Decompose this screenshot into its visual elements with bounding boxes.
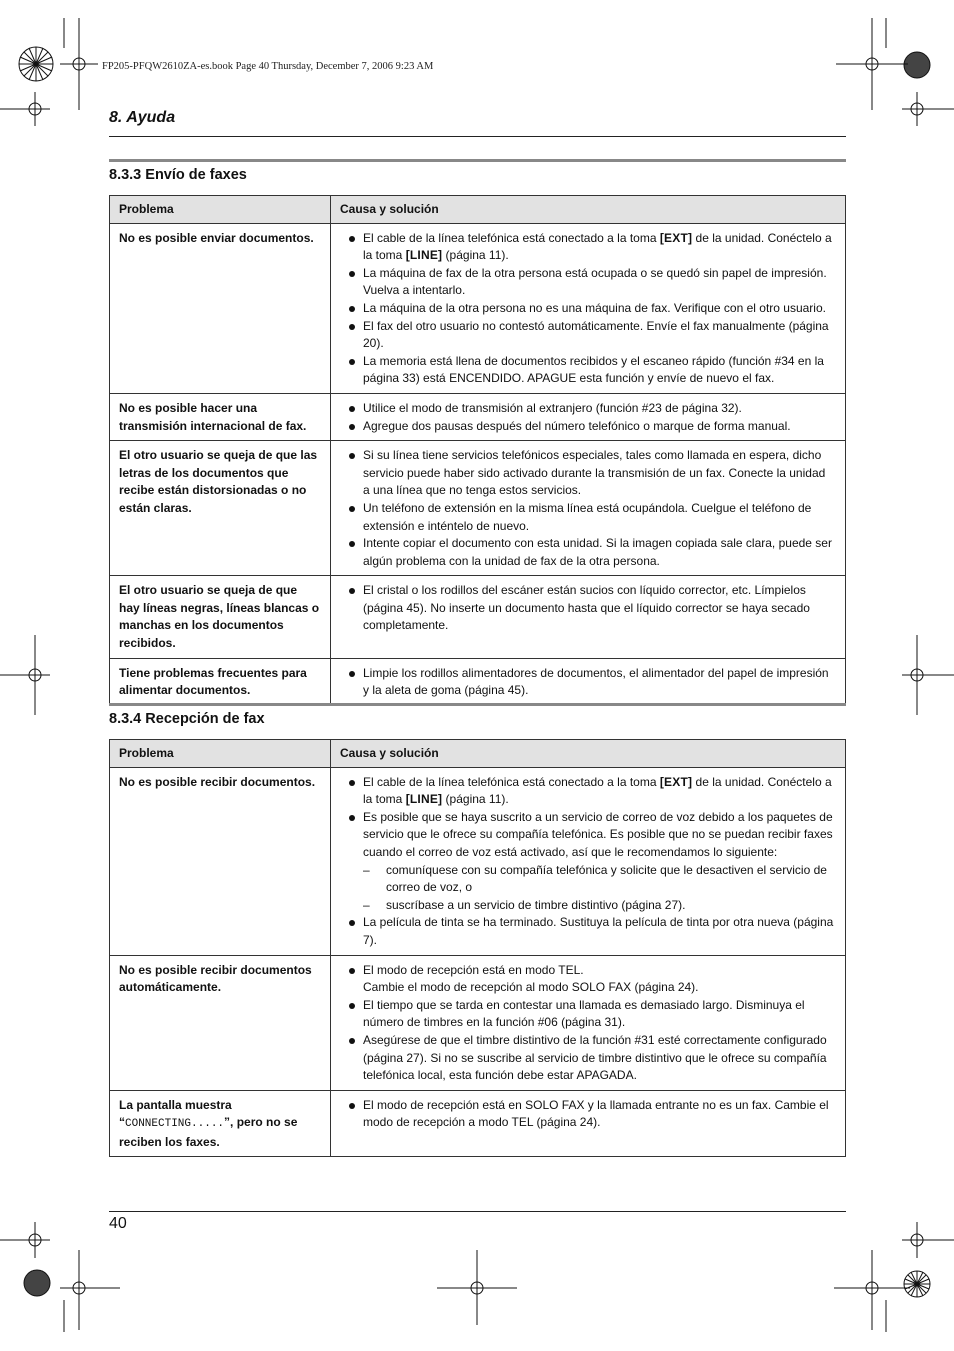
registration-starburst-icon — [904, 1271, 930, 1297]
crosshair-icon — [836, 18, 908, 110]
crosshair-icon — [902, 635, 954, 715]
line-key-label: [LINE] — [405, 248, 443, 263]
table-row — [110, 955, 846, 1090]
registration-dot-icon — [24, 1270, 50, 1296]
sub-list-item: – comuníquese con su compañía telefónica y solicite que le desactiven el servicio de correo de voz, o — [363, 862, 835, 897]
solution-cell — [331, 1090, 846, 1157]
list-item: Si su línea tiene servicios telefónicos especiales, tales como llamada en espera, dicho servicio puede haber sido activado durante la transmisión de un fax. Conecte la unidad a una línea que no tenga estos servicios. — [341, 447, 835, 500]
problem-cell: El otro usuario se queja de que las letras de los documentos que recibe están distorsionadas o no están claras. — [110, 441, 331, 576]
list-item: La máquina de la otra persona no es una máquina de fax. Verifique con el otro usuario. — [341, 300, 835, 318]
list-item: El fax del otro usuario no contestó automáticamente. Envíe el fax manualmente (página 20). — [341, 318, 835, 353]
list-item: El cristal o los rodillos del escáner están sucios con líquido corrector, etc. Límpielos (página 45). No inserte un documento hasta que el líquido corrector se haya secado completamente. — [341, 582, 835, 635]
solution-cell — [331, 767, 846, 955]
list-item: Intente copiar el documento con esta unidad. Si la imagen copiada sale clara, puede ser algún problema con la unidad de fax de la otra persona. — [341, 535, 835, 570]
section-bar — [109, 703, 846, 706]
table-row — [110, 576, 846, 658]
list-item: El cable de la línea telefónica está conectado a la toma [EXT] de la unidad. Conéctelo a la toma [LINE] (página 11). — [341, 774, 835, 809]
ext-key-label: [EXT] — [659, 774, 693, 789]
list-item: Asegúrese de que el timbre distintivo de la función #31 esté correctamente configurado (página 27). Si no se suscribe al servicio de timbre distintivo que le ofrece su compañía telefónica local, esta función debe estar APAGADA. — [341, 1032, 835, 1085]
table-row — [110, 441, 846, 576]
solution-cell — [331, 576, 846, 658]
list-item: El modo de recepción está en SOLO FAX y la llamada entrante no es un fax. Cambie el modo de recepción a modo TEL (página 24). — [341, 1097, 835, 1132]
list-item: Es posible que se haya suscrito a un servicio de correo de voz debido a los paquetes de servicio que le ofrece su compañía telefónica. Es posible que no se puedan recibir faxes cuando el correo de voz está activado, así que le recomendamos lo siguiente: – comuníquese con su compañía telefónica y solicite que le desactiven el servicio de correo de voz, o – suscríbase a un servicio de timbre distintivo (página 27). — [341, 809, 835, 915]
problem-cell: No es posible enviar documentos. — [110, 223, 331, 393]
list-item: La memoria está llena de documentos recibidos y el escaneo rápido (función #34 en la página 33) está ENCENDIDO. APAGUE esta función y envíe de nuevo el fax. — [341, 353, 835, 388]
list-item: La máquina de fax de la otra persona está ocupada o se quedó sin papel de impresión. Vuelva a intentarlo. — [341, 265, 835, 300]
problem-cell: Tiene problemas frecuentes para alimentar documentos. — [110, 658, 331, 705]
crosshair-icon — [60, 1250, 120, 1330]
registration-starburst-icon — [19, 47, 53, 81]
receiving-troubleshooting-table — [109, 739, 846, 1157]
column-header-problem: Problema — [110, 196, 331, 224]
page-number: 40 — [109, 1215, 127, 1232]
section-bar — [109, 159, 846, 162]
sub-list-item: – suscríbase a un servicio de timbre distintivo (página 27). — [363, 897, 835, 915]
list-item: El modo de recepción está en modo TEL. Cambie el modo de recepción al modo SOLO FAX (página 24). — [341, 962, 835, 997]
problem-cell: El otro usuario se queja de que hay líneas negras, líneas blancas o manchas en los documentos recibidos. — [110, 576, 331, 658]
crosshair-icon — [437, 1250, 517, 1325]
ext-key-label: [EXT] — [659, 230, 693, 245]
registration-dot-icon — [904, 52, 930, 78]
problem-cell: La pantalla muestra “CONNECTING.....”, pero no se reciben los faxes. — [110, 1090, 331, 1157]
solution-cell — [331, 955, 846, 1090]
table-row — [110, 223, 846, 393]
crosshair-icon — [0, 635, 50, 715]
table-row — [110, 1090, 846, 1157]
table-row — [110, 658, 846, 705]
column-header-problem: Problema — [110, 740, 331, 768]
column-header-solution: Causa y solución — [331, 740, 846, 768]
list-item: El tiempo que se tarda en contestar una llamada es demasiado largo. Disminuya el número de timbres en la función #06 (página 31). — [341, 997, 835, 1032]
crosshair-icon — [902, 92, 954, 126]
print-info-line: FP205-PFQW2610ZA-es.book Page 40 Thursday, December 7, 2006 9:23 AM — [102, 61, 434, 72]
table-header-row — [110, 196, 846, 224]
crosshair-icon — [834, 1250, 910, 1330]
list-item: La película de tinta se ha terminado. Sustituya la película de tinta por otra nueva (página 7). — [341, 914, 835, 949]
solution-cell — [331, 658, 846, 705]
solution-cell — [331, 223, 846, 393]
list-item: El cable de la línea telefónica está conectado a la toma [EXT] de la unidad. Conéctelo a la toma [LINE] (página 11). — [341, 230, 835, 265]
problem-cell: No es posible recibir documentos. — [110, 767, 331, 955]
list-item: Agregue dos pausas después del número telefónico o marque de forma manual. — [341, 418, 835, 436]
table-row — [110, 393, 846, 440]
line-key-label: [LINE] — [405, 792, 443, 807]
table-header-row — [110, 740, 846, 768]
column-header-solution: Causa y solución — [331, 196, 846, 224]
sending-troubleshooting-table — [109, 195, 846, 706]
chapter-title: 8. Ayuda — [109, 109, 176, 126]
header-rule — [109, 136, 846, 137]
footer-rule — [109, 1211, 846, 1212]
table-row — [110, 767, 846, 955]
list-item: Limpie los rodillos alimentadores de documentos, el alimentador del papel de impresión y la aleta de goma (página 45). — [341, 665, 835, 700]
section-title-receiving: 8.3.4 Recepción de fax — [109, 711, 265, 727]
list-item: Utilice el modo de transmisión al extranjero (función #23 de página 32). — [341, 400, 835, 418]
crosshair-icon — [902, 1222, 954, 1258]
list-item: Un teléfono de extensión en la misma línea está ocupándola. Cuelgue el teléfono de extensión e inténtelo de nuevo. — [341, 500, 835, 535]
problem-cell: No es posible hacer una transmisión internacional de fax. — [110, 393, 331, 440]
solution-cell — [331, 393, 846, 440]
display-message: CONNECTING..... — [125, 1118, 225, 1131]
problem-cell: No es posible recibir documentos automáticamente. — [110, 955, 331, 1090]
crosshair-icon — [60, 18, 98, 110]
solution-cell — [331, 441, 846, 576]
section-title-sending: 8.3.3 Envío de faxes — [109, 167, 247, 183]
crosshair-icon — [0, 1222, 50, 1258]
crosshair-icon — [0, 92, 50, 126]
